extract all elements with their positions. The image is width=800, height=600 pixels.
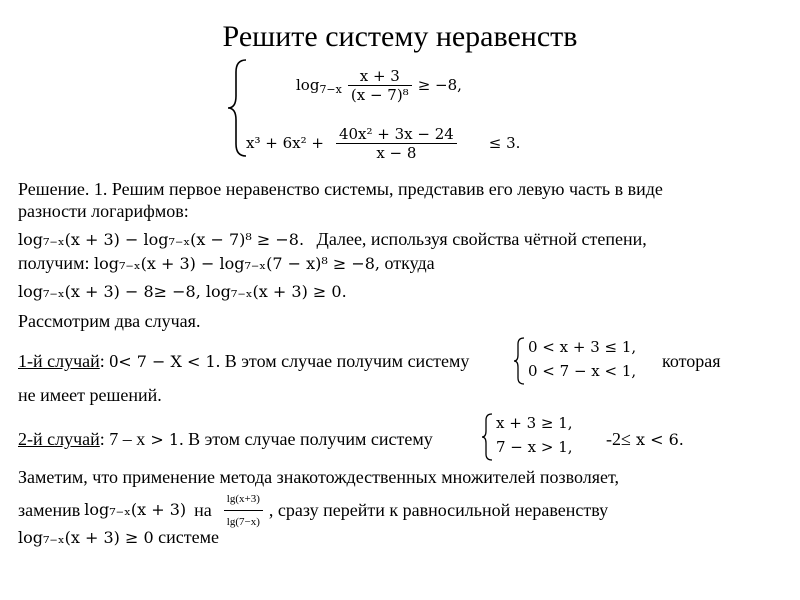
case-2-cond-text: . В этом случае получим систему xyxy=(179,429,433,449)
case-1-label: 1-й случай xyxy=(18,351,100,371)
fraction-1 xyxy=(348,67,412,104)
line-3-math: log₇₋ₓ(x + 3) − log₇₋ₓ(x − 7)⁸ ≥ −8. xyxy=(18,230,305,249)
note-2-math: log₇₋ₓ(x + 3) xyxy=(84,500,187,519)
system-equation-1 xyxy=(296,60,462,110)
solution-line-3 xyxy=(18,228,647,251)
line-3-text: Далее, используя свойства чётной степени, xyxy=(316,229,647,249)
note-2-fraction-denominator: lg(7−x) xyxy=(226,515,260,528)
case-2-result xyxy=(606,428,684,451)
note-line-1: Заметим, что применение метода знакотождественных множителей позволяет, xyxy=(18,467,620,487)
solution-line-5 xyxy=(18,280,347,303)
case-1-after: которая xyxy=(662,351,721,371)
equation-2-lhs: x³ + 6x² + xyxy=(246,134,324,152)
system-equation-2 xyxy=(246,118,520,168)
case-1-cond-text: . В этом случае получим систему xyxy=(215,351,470,371)
note-2-fraction xyxy=(224,488,263,533)
case-2-system-row-1: x + 3 ≥ 1, xyxy=(496,414,573,432)
note-line-2 xyxy=(18,490,608,530)
case-1-system-row-2: 0 < 7 − x < 1, xyxy=(528,362,637,380)
case-2-system-row-2: 7 − x > 1, xyxy=(496,438,573,456)
case-2-cond-pre: : 7 – x xyxy=(99,429,146,449)
case-1-brace xyxy=(512,336,526,386)
case-1-system-row-1: 0 < x + 3 ≤ 1, xyxy=(528,338,637,356)
solution-intro: Решение. 1. Решим первое неравенство системы, представив его левую часть в виде xyxy=(18,179,663,199)
case-2-result-pre: -2≤ xyxy=(606,429,631,449)
case-2-brace xyxy=(480,412,494,462)
case-1-cond-math: < 7 − X < 1 xyxy=(118,352,216,371)
fraction-1-denominator: (x − 7)⁸ xyxy=(350,85,409,104)
case-1-line xyxy=(18,350,469,373)
fraction-2 xyxy=(336,125,457,162)
fraction-1-numerator: x + 3 xyxy=(359,66,400,85)
consider-two-cases: Рассмотрим два случая. xyxy=(18,311,201,331)
note-line-3 xyxy=(18,526,219,549)
note-3-math: log₇₋ₓ(x + 3) ≥ 0 xyxy=(18,528,154,547)
case-2-line xyxy=(18,428,433,451)
case-1-tail: не имеет решений. xyxy=(18,385,162,405)
line-5-math: log₇₋ₓ(x + 3) − 8≥ −8, log₇₋ₓ(x + 3) ≥ 0. xyxy=(18,282,347,301)
case-2-label: 2-й случай xyxy=(18,429,100,449)
line-4-math: log₇₋ₓ(x + 3) − log₇₋ₓ(7 − x)⁸ ≥ −8, xyxy=(93,254,381,273)
equation-1-rhs: ≥ −8, xyxy=(417,76,462,94)
log-base: 7−x xyxy=(319,82,342,96)
fraction-2-denominator: x − 8 xyxy=(376,143,417,162)
note-2-pre: заменив xyxy=(18,500,81,520)
note-2-fraction-numerator: lg(x+3) xyxy=(226,492,260,505)
note-2-post: , сразу перейти к равносильной неравенству xyxy=(268,500,609,520)
note-3-text: системе xyxy=(158,527,220,547)
solution-intro-2: разности логарифмов: xyxy=(18,201,189,221)
log-fn: log xyxy=(296,76,320,94)
note-2-mid: на xyxy=(194,500,212,520)
case-2-cond-math: > 1 xyxy=(145,430,180,449)
solution-line-4 xyxy=(18,252,435,275)
case-2-result-math: x < 6. xyxy=(630,430,684,449)
line-4-post: откуда xyxy=(384,253,435,273)
fraction-2-numerator: 40x² + 3x − 24 xyxy=(338,124,454,143)
case-1-cond-pre: : 0 xyxy=(99,351,119,371)
line-4-pre: получим: xyxy=(18,253,90,273)
equation-2-rhs: ≤ 3. xyxy=(488,134,521,152)
page-title: Решите систему неравенств xyxy=(222,20,578,53)
